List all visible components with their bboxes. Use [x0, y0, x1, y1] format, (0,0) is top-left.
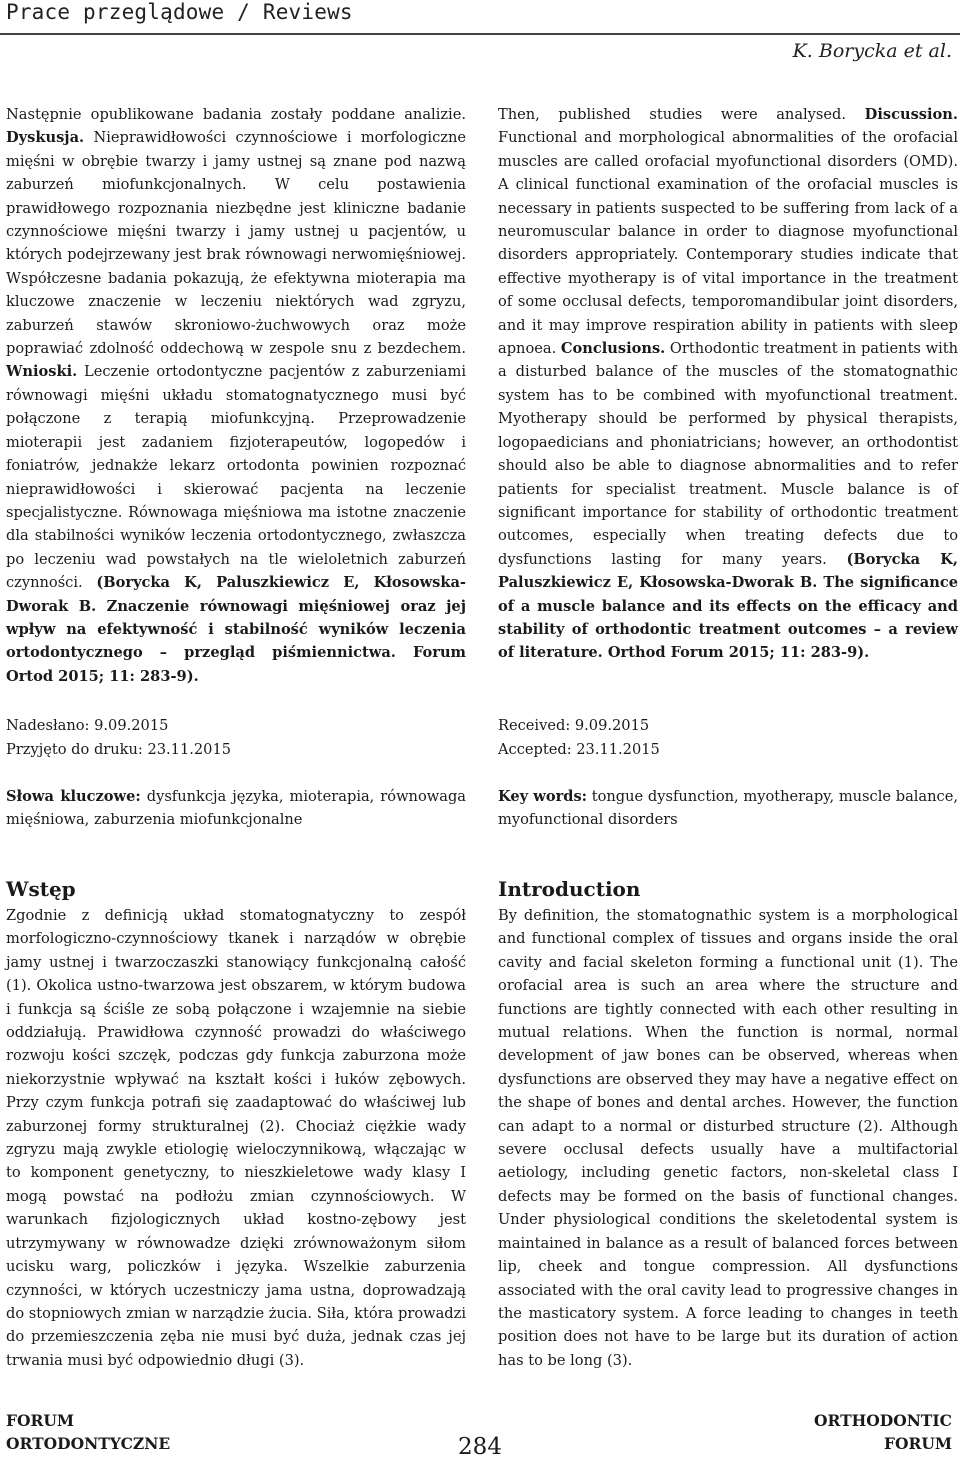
- abstract-en: [498, 103, 958, 665]
- accepted-date-en: Accepted: 23.11.2015: [498, 741, 660, 758]
- keywords-pl-label: Słowa kluczowe:: [6, 788, 141, 805]
- footer-right-line2: FORUM: [883, 1434, 952, 1453]
- abstract-en-conclusions-label: Conclusions.: [560, 340, 666, 358]
- section-body-pl: Zgodnie z definicją układ stomatognatyczny to zespół morfologiczno-czynnościowy tkanek i narządów w obrębie jamy ustnej i twarzoczaszki stanowiący funkcjonalną całość (1). Okolica ustno-twarzowa jest obszarem, w którym budowa i funkcja są ściśle ze sobą połączone i wzajemnie na siebie oddziałują. Prawidłowa czynność prowadzi do właściwego rozwoju kości szczęk, podczas gdy funkcja zaburzona może niekorzystnie wpływać na kształt kości i łuków zębowych. Przy czym funkcja potrafi się zaadaptować do właściwej lub zaburzonej formy strukturalnej (2). Chociaż ciężkie wady zgryzu mają zwykle etiologię wieloczynnikową, włączając w to komponent genetyczny, to nieszkieletowe wady klasy I mogą powstać na podłożu zmian czynnościowych. W warunkach fizjologicznych układ kostno-zębowy jest utrzymywany w równowadze dzięki zrównoważonym siłom ucisku warg, policzków i języka. Wszelkie zaburzenia czynności, w których uczestniczy jama ustna, doprowadzają do stopniowych zmian w narządzie żucia. Siła, która prowadzi do przemieszczenia zęba nie musi być duża, jednak czas jej trwania musi być odpowiednio długi (3).: [6, 907, 466, 1369]
- section-body-en: By definition, the stomatognathic system is a morphological and functional complex of tissues and organs inside the oral cavity and facial skeleton forming a functional unit (1). The orofacial area is such an area where the structure and functions are tightly connected with each other resulting in mutual relations. When the function is normal, normal development of jaw bones can be observed, whereas when dysfunctions are observed they may have a negative effect on the shape of bones and dental arches. However, the function can adapt to a normal or disturbed structure (2). Although severe occlusal defects usually have a multifactorial aetiology, including genetic factors, non-skeletal class I defects may be formed on the basis of functional changes. Under physiological conditions the skeletodental system is maintained in balance as a result of balanced forces between lip, cheek and tongue compression. All dysfunctions associated with the oral cavity lead to progressive changes in the masticatory system. A force leading to changes in teeth position does not have to be large but its duration of action has to be long (3).: [498, 907, 958, 1369]
- abstract-pl-discussion-text: Nieprawidłowości czynnościowe i morfologiczne mięśni w obrębie twarzy i jamy ustnej są znane pod nazwą zaburzeń miofunkcjonalnych. W celu postawienia prawidłowego rozpoznania niezbędne jest kliniczne badanie czynnościowe mięśni twarzy i jamy ustnej u pacjentów, u których podejrzewany jest brak równowagi nerwomięśniowej. Współczesne badania pokazują, że efektywna mioterapia ma kluczowe znaczenie w leczeniu niektórych wad zgryzu, zaburzeń stawów skroniowo-żuchwowych oraz może poprawiać zdolność oddechową w zespole snu z bezdechem.: [6, 129, 466, 358]
- abstract-pl-conclusions-text: Leczenie ortodontyczne pacjentów z zaburzeniami równowagi mięśni układu stomatognatycznego musi być połączone z terapią miofunkcyjną. Przeprowadzenie mioterapii jest zadaniem fizjoterapeutów, logopedów i foniatrów, jednakże lekarz ortodonta powinien rozpoznać nieprawidłowości i skierować pacjenta na leczenie specjalistyczne. Równowaga mięśniowa ma istotne znaczenie dla stabilności wyników leczenia ortodontycznego, zwłaszcza po leczeniu wad powstałych na tle wieloletnich zaburzeń czynności.: [6, 363, 466, 592]
- keywords-en-text: tongue dysfunction, myotherapy, muscle balance, myofunctional disorders: [498, 788, 958, 829]
- keywords-en-label: Key words:: [498, 788, 588, 805]
- abstract-en-citation: (Borycka K, Paluszkiewicz E, Kłosowska-Dworak B. The significance of a muscle balance and its effects on the efficacy and stability of orthodontic treatment outcomes – a review of literature. Orthod Forum 2015; 11: 283-9).: [498, 550, 958, 662]
- keywords-en: [498, 785, 958, 832]
- dates-pl: [6, 714, 466, 762]
- dates-en: [498, 714, 958, 762]
- abstract-en-conclusions-text: Orthodontic treatment in patients with a disturbed balance of the muscles of the stomatognathic system has to be combined with myofunctional treatment. Myotherapy should be performed by physical therapists, logopaedicians and phoniatricians; however, an orthodontist should also be able to diagnose abnormalities and to refer patients for specialist treatment. Muscle balance is of significant importance for stability of orthodontic treatment outcomes, especially when treating defects due to dysfunctions lasting for many years.: [498, 340, 958, 568]
- footer-left-line1: FORUM: [6, 1411, 75, 1430]
- section-en: [498, 876, 958, 1372]
- page-number: 284: [458, 1434, 502, 1460]
- footer-right-line1: ORTHODONTIC: [813, 1411, 952, 1430]
- abstract-pl-intro: Następnie opublikowane badania zostały poddane analizie.: [6, 106, 466, 123]
- abstract-pl-conclusions-label: Wnioski.: [6, 363, 78, 381]
- running-header-title: Prace przeglądowe / Reviews: [6, 0, 353, 24]
- abstract-en-discussion-text: Functional and morphological abnormalities of the orofacial muscles are called orofacial myofunctional disorders (OMD). A clinical functional examination of the orofacial muscles is necessary in patients suspected to be suffering from lack of a neuromuscular balance in order to diagnose myofunctional disorders appropriately. Contemporary studies indicate that effective myotherapy is of vital importance in the treatment of some occlusal defects, temporomandibular joint disorders, and it may improve respiration ability in patients with sleep apnoea.: [498, 129, 958, 358]
- footer-left-line2: ORTODONTYCZNE: [6, 1434, 171, 1453]
- accepted-date-pl: Przyjęto do druku: 23.11.2015: [6, 741, 232, 758]
- abstract-en-paragraph: [498, 103, 958, 665]
- keywords-pl-text: dysfunkcja języka, mioterapia, równowaga mięśniowa, zaburzenia miofunkcjonalne: [6, 788, 466, 829]
- header-rule: [0, 33, 960, 35]
- abstract-pl-citation: (Borycka K, Paluszkiewicz E, Kłosowska-Dworak B. Znaczenie równowagi mięśniowej oraz jej wpływ na efektywność i stabilność wyników leczenia ortodontycznego – przegląd piśmiennictwa. Forum Ortod 2015; 11: 283-9).: [6, 574, 466, 685]
- keywords-pl: [6, 785, 466, 832]
- abstract-en-discussion-label: Discussion.: [864, 106, 958, 123]
- abstract-pl-paragraph: [6, 103, 466, 688]
- footer-journal-en: [814, 1409, 952, 1455]
- abstract-en-intro: Then, published studies were analysed.: [498, 106, 865, 123]
- section-heading-pl: Wstęp: [6, 877, 76, 901]
- section-pl: [6, 876, 466, 1372]
- running-header-authors: K. Borycka et al.: [792, 40, 952, 62]
- abstract-pl: [6, 103, 466, 688]
- received-date-en: Received: 9.09.2015: [498, 717, 650, 734]
- received-date-pl: Nadesłano: 9.09.2015: [6, 717, 169, 734]
- section-heading-en: Introduction: [498, 877, 641, 901]
- abstract-pl-discussion-label: Dyskusja.: [6, 129, 85, 147]
